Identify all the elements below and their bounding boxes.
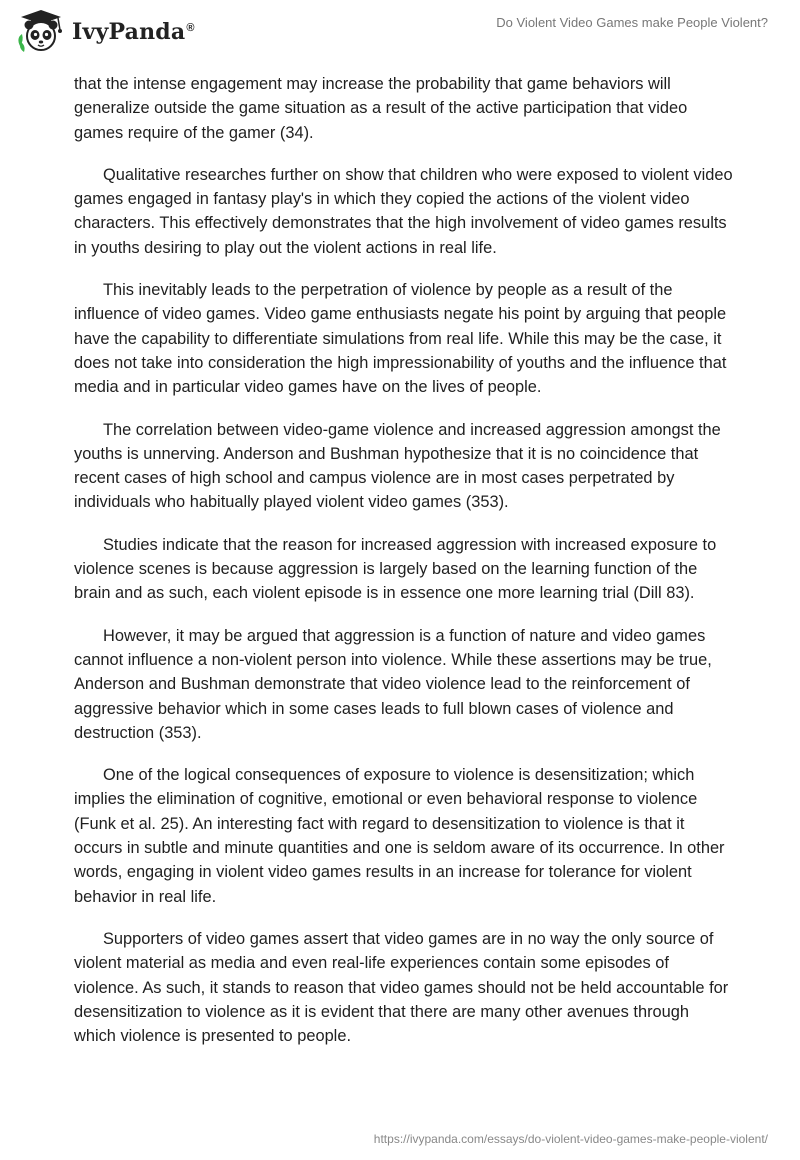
brand-name xyxy=(72,19,195,45)
ivypanda-logo[interactable] xyxy=(14,8,195,54)
paragraph: One of the logical consequences of exposure to violence is desensitization; which implies the elimination of cognitive, emotional or even behavioral response to violence (Funk et al. 25). An interesting fact with regard to desensitization to violence is that it occurs in subtle and minute quantities and one is seldom aware of its occurrence. In other words, engaging in violent video games results in an increase for tolerance for violent behavior in real life. xyxy=(74,766,725,906)
paragraph: However, it may be argued that aggression is a function of nature and video games cannot influence a non-violent person into violence. While these assertions may be true, Anderson and Bushman demonstrate that video violence lead to the reinforcement of aggressive behavior which in some cases leads to full blown cases of violence and destruction (353). xyxy=(74,626,712,742)
paragraph: that the intense engagement may increase the probability that game behaviors will generalize outside the game situation as a result of the active participation that video games require of the gamer (34). xyxy=(74,75,688,142)
brand-text: IvyPanda xyxy=(72,19,186,45)
document-title: Do Violent Video Games make People Violent? xyxy=(496,15,768,30)
paragraph: Supporters of video games assert that video games are in no way the only source of violent material as media and even real-life experiences contain some episodes of violence. As such, it stands to reason that video games should not be held accountable for desensitization to violence as it is evident that there are many other avenues through which violence is presented to people. xyxy=(74,929,729,1046)
paragraph: Qualitative researches further on show that children who were exposed to violent video games engaged in fantasy play's in which they copied the actions of the violent video characters. This effectively demonstrates that the high involvement of video games results in youths desiring to play out the violent actions in real life. xyxy=(74,165,733,257)
registered-mark: ® xyxy=(186,21,195,34)
essay-body xyxy=(74,72,734,1066)
source-url[interactable]: https://ivypanda.com/essays/do-violent-video-games-make-people-violent/ xyxy=(373,1132,768,1146)
paragraph: Studies indicate that the reason for increased aggression with increased exposure to violence scenes is because aggression is largely based on the learning function of the brain and as such, each violent episode is in essence one more learning trial (Dill 83). xyxy=(74,535,717,603)
panda-mascot-icon xyxy=(14,8,68,54)
paragraph: The correlation between video-game violence and increased aggression amongst the youths is unnerving. Anderson and Bushman hypothesize that it is no coincidence that recent cases of high school and campus violence are in most cases perpetrated by individuals who habitually played violent video games (353). xyxy=(74,420,721,512)
page-header xyxy=(0,0,800,70)
paragraph: This inevitably leads to the perpetration of violence by people as a result of the influence of video games. Video game enthusiasts negate his point by arguing that people have the capability to differentiate simulations from real life. While this may be the case, it does not take into consideration the high impressionability of youths and the influence that media and in particular video games have on the lives of people. xyxy=(74,281,727,397)
